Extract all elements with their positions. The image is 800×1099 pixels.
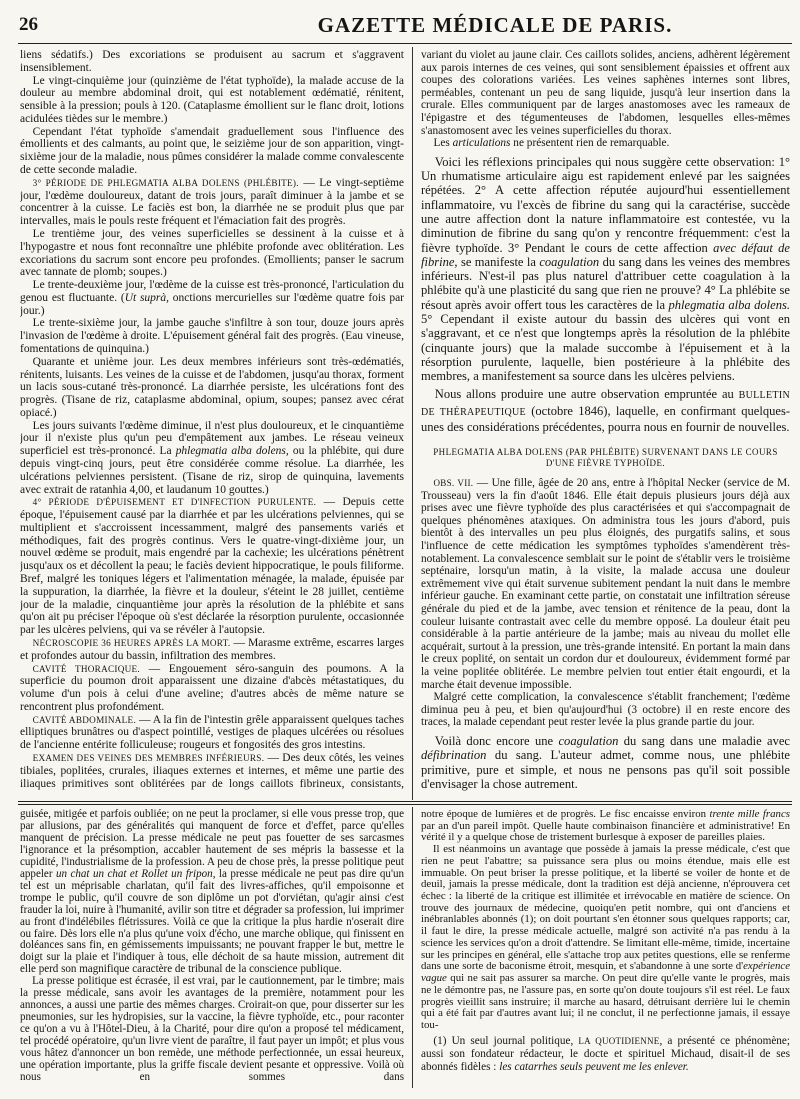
section-separator-inner [18, 804, 792, 805]
paragraph [20, 714, 404, 752]
paragraph [20, 177, 404, 228]
text-run: du sang dans une maladie avec [618, 734, 790, 749]
footnote [421, 1035, 790, 1088]
text-run: (octobre 1846), laquelle, en confirmant quelques-unes des considérations précédentes, pourra nous en fournir de nouvelles. [421, 403, 790, 434]
text-run: (1) Un seul journal politique, [433, 1035, 579, 1047]
text-run: ne présentent rien de remarquable. [510, 137, 670, 150]
text-run: La presse politique est écrasée, il est vrai, par le cautionnement, par le timbre; mais la presse médicale, sans avoir les avantages de la première, notamment pour les annonces, a aussi une partie des mêmes charges. Croirait-on que, pour disserter sur les pneumonies, sur les hydropisies, sur la vaccine, la fièvre typhoïde, etc., pour raconter ce qu'on a vu à l'Hôtel-Dieu, à la Charité, pour dire qu'on a proposé tel médicament, tel procédé opératoire, qu'un livre vient de paraître, il faut payer un impôt; et plus vous vous hâtez d'annoncer un bon remède, une méthode perfectionnée, un essai heureux, une opération importante, plus la griffe fiscale devient pesante et oppressive. Voilà où nous en sommes dans [20, 975, 404, 1083]
text-run: Nous allons produire une autre observation empruntée au [434, 387, 739, 402]
paragraph [20, 420, 404, 497]
paragraph [421, 387, 790, 434]
text-run: Les [433, 137, 453, 150]
italic-run: défibrination [421, 748, 487, 763]
paragraph [421, 137, 790, 150]
small-caps-run: CAVITÉ THORACIQUE. [32, 663, 140, 674]
paragraph [421, 477, 790, 691]
observation-text [20, 49, 404, 790]
italic-run: phlegmatia alba dolens. [668, 297, 790, 312]
paragraph [20, 279, 404, 317]
paragraph [20, 809, 404, 976]
italic-run: Ut suprà, [124, 291, 169, 304]
text-run: Le trente-sixième jour, la jambe gauche s'infiltre à son tour, douze jours après l'invasion de l'œdème à droite. L'épuisement général fait des progrès. (Eau vineuse, fomentations de quinquina.) [20, 317, 404, 355]
feuilleton-text [20, 809, 404, 1084]
paragraph [421, 49, 790, 137]
column-top-left [20, 49, 404, 798]
small-caps-run: NÉCROSCOPIE 36 HEURES APRÈS LA MORT. [32, 637, 231, 648]
small-caps-run: CAVITÉ ABDOMINALE. [32, 714, 137, 725]
text-run: Le trente-deuxième jour, l'œdème de la cuisse est très-prononcé, l'articulation du genou est fluctuante. ( [20, 279, 404, 304]
italic-run: un chat un chat et Rollet un fripon, [55, 867, 216, 880]
page-number: 26 [19, 14, 38, 35]
paragraph [20, 49, 404, 75]
italic-run: coagulation [539, 254, 600, 269]
small-caps-run: BULLETIN DE THÉRAPEUTIQUE [421, 390, 790, 418]
column-bottom-left [20, 809, 404, 1088]
text-run: Le vingt-cinquième jour (quinzième de l'état typhoïde), la malade accuse de la douleur au membre abdominal droit, qui est notablement œdématié, rénitent, sensible à la pression; pouls à 120. (Cataplasme émollient sur le flanc droit, lotions acidulées tièdes sur le membre.) [20, 74, 404, 125]
text-run: — A la fin de l'intestin grêle apparaissent quelques taches elliptiques brunâtres ou d'aspect pointillé, vestiges de plaques ulcérées ou résolues de l'ancienne entérite folliculeuse; rougeurs et fongosités des gros intestins. [20, 713, 404, 752]
small-caps-run: OBS. VII. [433, 478, 474, 489]
text-run: Quarante et unième jour. Les deux membres inférieurs sont très-œdématiés, rénitents, luisants. Les veines de la cuisse et de l'abdomen, jusqu'au thorax, forment un lacis sous-cutané très-prononcé. La diarrhée persiste, les ulcérations font des progrès. (Tisane de riz, cataplasme abdominal, opium, soupes; pansez avec cérat opiacé.) [20, 355, 404, 419]
small-caps-run: LA QUOTIDIENNE [578, 1036, 660, 1046]
small-caps-run: EXAMEN DES VEINES DES MEMBRES INFÉRIEURS. [32, 752, 265, 763]
footnote-text [421, 1035, 790, 1075]
small-caps-run: 4° PÉRIODE D'ÉPUISEMENT ET D'INFECTION PURULENTE. [32, 497, 317, 508]
section-separator [18, 801, 792, 802]
italic-run: articulations [452, 137, 511, 150]
text-run: par an d'un pareil impôt. Quelle haute combinaison financière et administrative! En vérité il y a quelque chose de tristement burlesque à exposer de pareilles plaies. [421, 819, 790, 844]
conclusion [421, 734, 790, 791]
paragraph [20, 317, 404, 355]
italic-run: phlegmatia alba dolens, [175, 445, 289, 458]
text-run: Cependant l'état typhoïde s'amendait graduellement sous l'influence des émollients et des calmants, au point que, le seizième jour de son apparition, vingt-sixième jour de la maladie, nous pûmes considérer la malade comme convalescente de cette seconde maladie. [20, 125, 404, 177]
paragraph [20, 126, 404, 177]
paragraph [20, 356, 404, 420]
text-run: guisée, mitigée et parfois oubliée; on ne peut la proclamer, si elle vous presse trop, que par allusions, par des généralités qui manquent de force et d'effet, parce qu'elles manquent de précision. La presse médicale ne peut pas fouetter de ses sarcasmes l'ignorance et la présomption, accabler hautement de ses mépris la bassesse et la cupidité, l'industrialisme de la profession. A peu de chose près, la presse politique peut appeler [20, 809, 404, 880]
feuilleton-text-continued [421, 809, 790, 1032]
text-run: la presse médicale ne peut pas dire qu'un tel est un méprisable charlatan, qu'il fait des livres-affiches, qu'il empoisonne et trompe le public, qu'il couvre de son diplôme un pot d'orviétan, qu'agir ainsi c'est frauder la loi, nuire à l'humanité, avilir son titre et dégrader sa profession, lui imprimer au front d'indélébiles flétrissures. Voilà ce que la critique la plus hardie n'oserait dire ou faire. Dès lors elle n'a plus qu'une voix d'écho, une marche oblique, qui finissent en doléances sans fin, en gémissements impuissants; ne pouvant frapper le but, mettre le doigt sur la plaie et l'indiquer à tous, elle déchoit de sa haute mission, autrement dit elle perd son magnifique caractère de tribunal de la conscience publique. [20, 867, 404, 976]
text-run: Le trentième jour, des veines superficielles se dessinent à la cuisse et à l'hypogastre et nous font reconnaître une phlébite profonde avec oblitération. Les excoriations du sacrum sont encore peu profondes. (Emollients; panser le sacrum avec tannate de plomb; soupes.) [20, 227, 404, 279]
paragraph [421, 1035, 790, 1075]
text-run: — Marasme extrême, escarres larges et profondes autour du bassin, infiltration des membres. [20, 636, 404, 662]
reflections [421, 155, 790, 434]
masthead-title: GAZETTE MÉDICALE DE PARIS. [317, 13, 673, 37]
text-run: variant du violet au jaune clair. Ces caillots solides, anciens, adhèrent légèrement aux parois internes de ces veines, qui sont sensiblement épaissies et offrent aux coupes des colorations variées. Les veines saphènes internes sont libres, perméables, contenant un peu de sang liquide, jusqu'à leur insertion dans la crurale. Elles communiquent par de larges anastomoses avec les rameaux de l'épigastre et des tégumenteuses de l'abdomen, lesquelles elles-mêmes s'anastomosent avec les veines superficielles du thorax. [421, 49, 790, 137]
italic-run: avec défaut de fibrine, [421, 240, 790, 269]
section-heading: PHLEGMATIA ALBA DOLENS (PAR PHLÉBITE) SURVENANT DANS LE COURS D'UNE FIÈVRE TYPHOÏDE. [433, 446, 778, 468]
paragraph [421, 734, 790, 791]
text-run: — Des deux côtés, les veines tibiales, poplitées, crurales, iliaques externes et internes, et même une partie des iliaques primitives sont oblitérées par de longs caillots fibrineux, consistants, [20, 751, 404, 790]
italic-run: coagulation [558, 734, 619, 749]
paragraph [20, 228, 404, 279]
italic-run: expérience vague [421, 960, 790, 985]
small-caps-run: 3° PÉRIODE DE PHLEGMATIA ALBA DOLENS (PHLÉBITE). [32, 177, 299, 188]
text-run: — Depuis cette époque, l'épuisement causé par la diarrhée et par les ulcérations pelviennes, qui se multiplient et s'accroissent incessamment, malgré des pansements variés et méthodiques, fait des progrès continus. Vers le quatre-vingt-dixième jour, un nouvel œdème se produit, mais engendré par la cachexie; les ulcérations pénètrent jusqu'aux os et décollent la peau; le faciès devient hippocratique, le pouls filiforme. Bref, malgré les toniques légers et l'alimentation ménagée, la malade, épuisée par la suppuration, la diarrhée, la fièvre et la douleur, s'éteint le 28 juillet, centième jour de la maladie, cinquantième jour après la résolution de la phlébite et sans qu'on ait pu préciser l'époque où s'est déclarée la résorption purulente, occasionnée par les ulcères pelviens, qui va se révéler à l'autopsie. [20, 496, 404, 637]
paragraph [421, 691, 790, 729]
text-run: onctions mercurielles sur l'œdème quatre fois par jour.) [20, 291, 404, 317]
text-run: Malgré cette complication, la convalescence s'établit franchement; l'œdème diminua peu à peu, et bien qu'aujourd'hui (3 octobre) il en reste encore des traces, la malade cependant peut rester levée la plus grande partie du jour. [421, 691, 790, 729]
paragraph [20, 752, 404, 790]
column-top-right [421, 49, 790, 798]
text-run: Il est néanmoins un avantage que possède à jamais la presse médicale, c'est que rien ne peut l'abattre; sa puissance sera plus ou moins étendue, mais elle est immuable. On peut briser la presse politique, et la liberté se voiler de honte et de deuil, jamais la presse médicale, dont la tradition est déjà ancienne, n'éprouvera cet échec : la liberté de la critique est illimitée et irrévocable en matière de science. On trouve des journaux de médecine, quoiqu'en petit nombre, qui ont d'anciens et inébranlables abonnés (1); on doit pourtant s'en étonner sous quelques rapports; car, il faut le dire, la presse médicale actuelle, malgré son activité n'a pas rendu à la science les services qu'on a droit d'attendre. Se limitant elle-même, timide, incertaine sur les principes en général, elle s'attache trop aux petites questions, elle se renferme dans une sorte de baconisme étroit, mesquin, et s'abandonne à une sorte d' [421, 843, 790, 973]
text-run: — Une fille, âgée de 20 ans, entre à l'hôpital Necker (service de M. Trousseau) vers la fin d'août 1846. Elle était depuis plusieurs jours déjà aux prises avec une fièvre typhoïde des plus caractérisées et qui s'accompagnait de quelques phénomènes ataxiques. On administra tous les jours d'abord, puis bientôt à des intervalles un peu plus éloignés, des purgatifs salins, et sous l'influence de cette médication les symptômes typhoïdes s'amendèrent très-notablement. La convalescence semblait sur le point de s'établir vers le troisième septénaire, lorsqu'un matin, à la visite, la malade accusa une douleur extrêmement vive qui était survenue subitement pendant la nuit dans le membre inférieur gauche. En examinant cette partie, on constatait une infiltration séreuse générale du pied et de la jambe, avec tension et rénitence de la peau, dont la couleur luisante contrastait avec celle du membre opposé. La douleur était peu considérable à la partie antérieure de la jambe; mais au niveau du mollet elle acquérait, surtout à la pression, une très-grande intensité. En portant la main dans le creux poplité, on sentait un cordon dur et douloureux, évidemment formé par la veine poplitée oblitérée. Le membre pelvien tout entier était engourdi, et la marche était devenue impossible. [421, 477, 790, 691]
text-run: — Le vingt-septième jour, l'œdème douloureux, datant de trois jours, paraît diminuer à la jambe et se concentrer à la cuisse. Le faciès est bon, la diarrhée ne se produit plus que par intervalles, mais le pouls reste fréquent et l'émaciation fait des progrès. [20, 176, 404, 228]
text-run: notre époque de lumières et de progrès. Le fisc encaisse environ [421, 809, 710, 820]
text-run: Voici les réflexions principales qui nous suggère cette observation: 1° Un rhumatisme articulaire aigu est rapidement enlevé par les saignées répétées. 2° A cette affection réputée aujourd'hui essentiellement inflammatoire, vu l'excès de fibrine du sang qui la caractérise, succède une autre affection dont la nature inflammatoire est contestée, vu la diminution de fibrine du sang qu'on y rencontre fréquemment: c'est la fièvre typhoïde. 3° Pendant le cours de cette affection [421, 154, 790, 255]
header-rule [18, 43, 792, 44]
text-run: liens sédatifs.) Des excoriations se produisent au sacrum et s'aggravent insensiblement. [20, 49, 404, 74]
paragraph [20, 75, 404, 126]
text-run: Les jours suivants l'œdème diminue, il n'est plus douloureux, et le cinquantième jour il n'existe plus qu'un peu d'empâtement aux jambes. Le réseau veineux superficiel est très-prononcé. La [20, 419, 404, 458]
observation-vii [421, 477, 790, 729]
paragraph [20, 496, 404, 637]
text-run: Voilà donc encore une [434, 734, 559, 749]
italic-run: les catarrhes seuls peuvent me les enlever. [499, 1061, 689, 1074]
text-run: du sang dans les veines des membres inférieurs. N'est-il pas plus naturel d'attribuer cette coagulation à la phlébite qu'à une plasticité du sang que rien ne prouve? 4° La phlébite se résout après avoir offert tous les caractères de la [421, 254, 790, 312]
column-divider [412, 47, 413, 800]
paragraph [421, 809, 790, 844]
paragraph [20, 663, 404, 714]
paragraph [20, 637, 404, 663]
text-run: 5° Cependant il existe autour du bassin des ulcères qui vont en s'aggravant, et ce n'est que longtemps après la résolution de la phlébite (cinquante jours) que la malade succombe à l'épuisement et à la résorption purulente, laquelle, bien postérieure à la phlébite des membres, a manifestement sa source dans les ulcères pelviens. [421, 311, 790, 384]
paragraph [421, 155, 790, 384]
text-run: du sang. L'auteur admet, comme nous, une phlébite primitive, pure et simple, et nous ne pensons pas qu'il soit possible d'envisager la chose autrement. [421, 748, 790, 791]
observation-continuation [421, 49, 790, 150]
column-divider-bottom [412, 807, 413, 1088]
text-run: se manifeste la [457, 254, 540, 269]
text-run: , a présenté ce phénomène; aussi son fondateur rédacteur, le docte et spirituel Michaud, disait-il de ses abonnés fidèles : [421, 1035, 790, 1074]
text-run: ou la phlébite, qui dure depuis vingt-cinq jours, peut être considérée comme résolue. La diarrhée, les ulcérations pelviennes persistent. (Tisane de riz, sirop de quinquina, lavements avec extrait de ratanhia 4,00, et laudanum 10 gouttes.) [20, 445, 404, 496]
italic-run: trente mille francs [709, 809, 790, 820]
text-run: — Engouement séro-sanguin des poumons. A la superficie du poumon droit apparaissent une dizaine d'abcès métastatiques, du volume d'un pois à celui d'une aveline; d'autres abcès de même nature se rencontrent plus profondément. [20, 662, 404, 713]
text-run: qui ne sait pas assurer sa marche. On peut dire qu'elle vante le progrès, mais ne le démontre pas, ne l'assure pas, en sorte qu'on doute toujours s'il est réel. Le faux progrès vieillit sans instruire; il marche au hasard, détruisant derrière lui le chemin qui a été fait par d'autres avant lui; il ne conclut, il ne perfectionne jamais, il essaye tou- [421, 972, 790, 1031]
paragraph [20, 976, 404, 1084]
column-bottom-right [421, 809, 790, 1032]
paragraph [421, 844, 790, 1032]
